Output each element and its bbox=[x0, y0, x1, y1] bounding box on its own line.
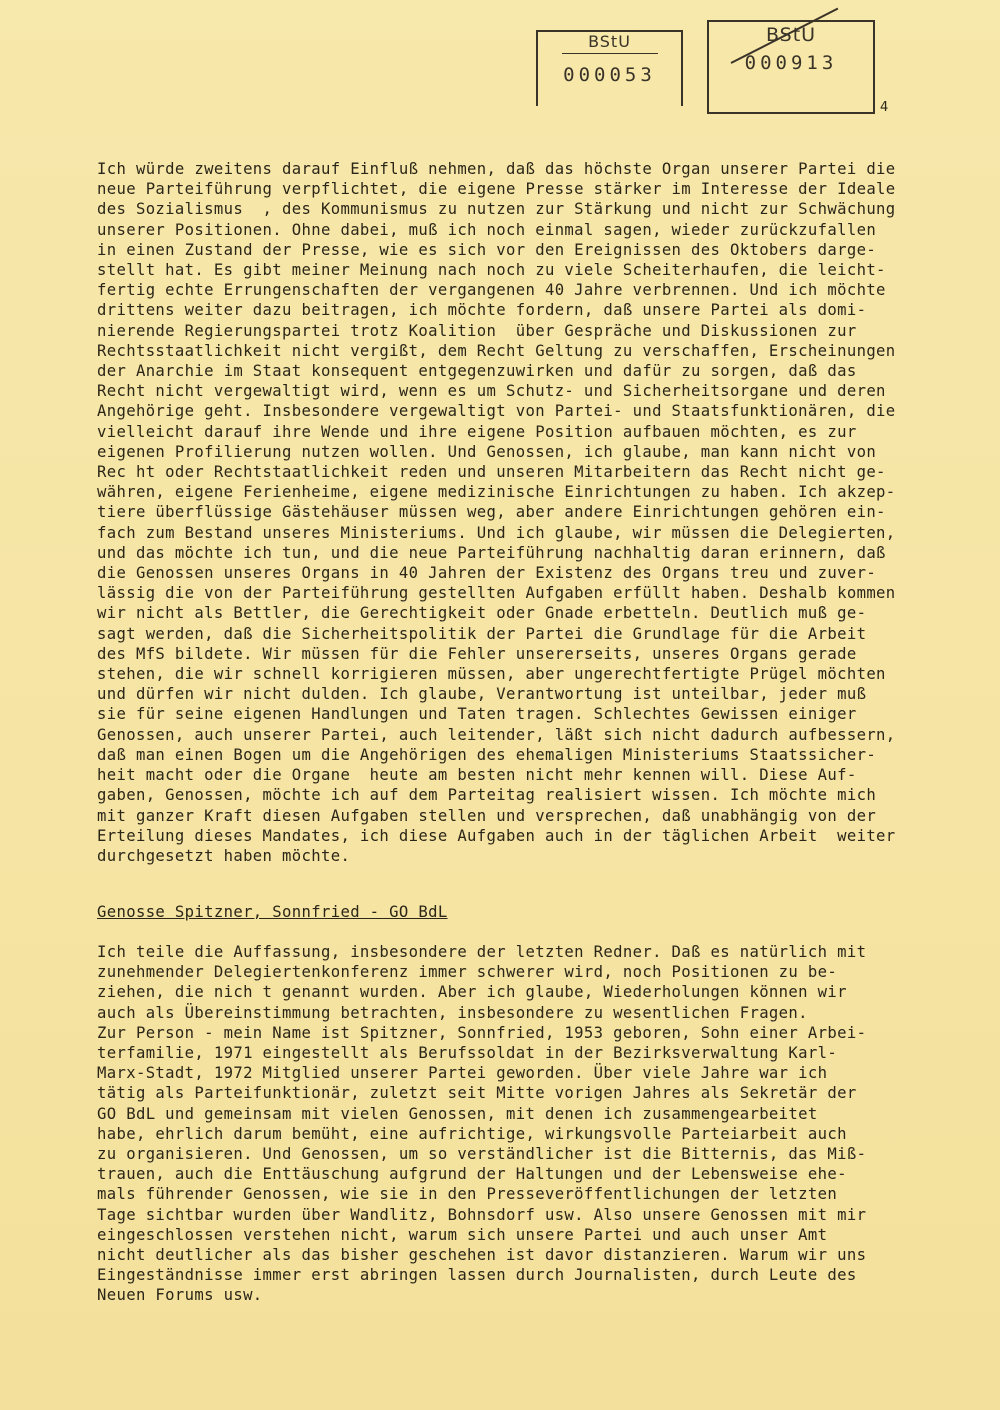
text-line: Tage sichtbar wurden über Wandlitz, Bohnsdorf usw. Also unsere Genossen mit mir bbox=[97, 1205, 867, 1224]
text-line: zu organisieren. Und Genossen, um so verständlicher ist die Bitternis, das Miß- bbox=[97, 1145, 867, 1164]
speaker-heading: Genosse Spitzner, Sonnfried - GO BdL bbox=[97, 903, 448, 921]
text-line: Eingeständnisse immer erst abringen lassen durch Journalisten, durch Leute des bbox=[97, 1266, 857, 1285]
text-line: währen, eigene Ferienheime, eigene medizinische Einrichtungen zu haben. Ich akzep- bbox=[97, 483, 896, 502]
stamp-org-label: BStU bbox=[765, 24, 817, 46]
text-line: fach zum Bestand unseres Ministeriums. Und ich glaube, wir müssen die Delegierten, bbox=[97, 523, 896, 542]
text-line: Rec ht oder Rechtstaatlichkeit reden und unseren Mitarbeitern das Recht nicht ge- bbox=[97, 463, 886, 482]
text-line: stellt hat. Es gibt meiner Meinung nach noch zu viele Scheiterhaufen, die leicht- bbox=[97, 261, 886, 280]
archive-stamp-left bbox=[536, 30, 683, 106]
text-line: fertig echte Errungenschaften der vergangenen 40 Jahre verbrennen. Und ich möchte bbox=[97, 281, 886, 300]
text-line: die Genossen unseres Organs in 40 Jahren der Existenz des Organs treu und zuver- bbox=[97, 564, 877, 583]
text-line: trauen, auch die Enttäuschung aufgrund der Haltungen und der Lebensweise ehe- bbox=[97, 1165, 847, 1184]
text-line: eingeschlossen verstehen nicht, warum sich unsere Partei und auch unser Amt bbox=[97, 1225, 828, 1244]
text-line: neue Parteiführung verpflichtet, die eigene Presse stärker im Interesse der Ideale bbox=[97, 180, 896, 199]
text-line: gaben, Genossen, möchte ich auf dem Parteitag realisiert wissen. Ich möchte mich bbox=[97, 786, 877, 805]
text-line: tätig als Parteifunktionär, zuletzt seit Mitte vorigen Jahres als Sekretär der bbox=[97, 1084, 857, 1103]
text-line: drittens weiter dazu beitragen, ich möchte fordern, daß unsere Partei als domi- bbox=[97, 301, 867, 320]
text-line: lässig die von der Parteiführung gestellten Aufgaben erfüllt haben. Deshalb kommen bbox=[97, 584, 896, 603]
text-line: daß man einen Bogen um die Angehörigen des ehemaligen Ministeriums Staatssicher- bbox=[97, 745, 877, 764]
text-line: stehen, die wir schnell korrigieren müssen, aber ungerechtfertigte Prügel möchten bbox=[97, 665, 886, 684]
text-line: Neuen Forums usw. bbox=[97, 1286, 263, 1305]
stamp-number: 000913 bbox=[744, 52, 838, 74]
text-line: ziehen, die nich t genannt wurden. Aber ich glaube, Wiederholungen können wir bbox=[97, 983, 847, 1002]
text-line: Ich teile die Auffassung, insbesondere der letzten Redner. Daß es natürlich mit bbox=[97, 943, 867, 961]
text-line: eigenen Profilierung nutzen wollen. Und Genossen, ich glaube, man kann nicht von bbox=[97, 442, 877, 461]
text-line: Rechtsstaatlichkeit nicht vergißt, dem Recht Geltung zu verschaffen, Erscheinungen bbox=[97, 341, 896, 360]
text-line: auch als Übereinstimmung betrachten, insbesondere zu wesentlichen Fragen. bbox=[97, 1003, 808, 1022]
text-line: der Anarchie im Staat konsequent entgegenzuwirken und dafür zu sorgen, daß das bbox=[97, 362, 857, 381]
archive-stamp-right bbox=[707, 20, 875, 114]
text-line: Ich würde zweitens darauf Einfluß nehmen, daß das höchste Organ unserer Partei die bbox=[97, 160, 896, 178]
stamp-org-label: BStU bbox=[562, 32, 658, 54]
text-line: des MfS bildete. Wir müssen für die Fehler unsererseits, unseres Organs gerade bbox=[97, 644, 857, 663]
text-line: heit macht oder die Organe heute am besten nicht mehr kennen will. Diese Auf- bbox=[97, 766, 857, 785]
text-line: durchgesetzt haben möchte. bbox=[97, 846, 351, 865]
text-line: nierende Regierungspartei trotz Koalition über Gespräche und Diskussionen zur bbox=[97, 321, 857, 340]
text-line: und das möchte ich tun, und die neue Parteiführung nachhaltig daran erinnern, daß bbox=[97, 543, 886, 562]
text-line: mals führender Genossen, wie sie in den Presseveröffentlichungen der letzten bbox=[97, 1185, 838, 1204]
text-line: mit ganzer Kraft diesen Aufgaben stellen und versprechen, daß unabhängig von der bbox=[97, 806, 877, 825]
text-line: Angehörige geht. Insbesondere vergewaltigt von Partei- und Staatsfunktionären, die bbox=[97, 402, 896, 421]
text-line: unserer Positionen. Ohne dabei, muß ich noch einmal sagen, wieder zurückzufallen bbox=[97, 220, 877, 239]
text-line: in einen Zustand der Presse, wie es sich vor den Ereignissen des Oktobers darge- bbox=[97, 240, 877, 259]
text-line: nicht deutlicher als das bisher geschehen ist davor distanzieren. Warum wir uns bbox=[97, 1246, 867, 1265]
text-line: Marx-Stadt, 1972 Mitglied unserer Partei geworden. Über viele Jahre war ich bbox=[97, 1064, 828, 1083]
text-line: zunehmender Delegiertenkonferenz immer schwerer wird, noch Positionen zu be- bbox=[97, 963, 838, 982]
text-line: Zur Person - mein Name ist Spitzner, Sonnfried, 1953 geboren, Sohn einer Arbei- bbox=[97, 1023, 867, 1042]
text-line: und dürfen wir nicht dulden. Ich glaube, Verantwortung ist unteilbar, jeder muß bbox=[97, 685, 867, 704]
text-line: des Sozialismus , des Kommunismus zu nutzen zur Stärkung und nicht zur Schwächung bbox=[97, 200, 896, 219]
text-line: Erteilung dieses Mandates, ich diese Aufgaben auch in der täglichen Arbeit weiter bbox=[97, 826, 896, 845]
text-line: sie für seine eigenen Handlungen und Taten tragen. Schlechtes Gewissen einiger bbox=[97, 705, 857, 724]
text-line: GO BdL und gemeinsam mit vielen Genossen, mit denen ich zusammengearbeitet bbox=[97, 1104, 818, 1123]
paragraph-spitzner-speech bbox=[97, 942, 907, 1306]
text-line: habe, ehrlich darum bemüht, eine aufrichtige, wirkungsvolle Parteiarbeit auch bbox=[97, 1124, 847, 1143]
text-line: Recht nicht vergewaltigt wird, wenn es um Schutz- und Sicherheitsorgane und deren bbox=[97, 382, 886, 401]
text-line: terfamilie, 1971 eingestellt als Berufssoldat in der Bezirksverwaltung Karl- bbox=[97, 1044, 838, 1063]
stamp-number: 000053 bbox=[563, 64, 656, 86]
text-line: Genossen, auch unserer Partei, auch leitender, läßt sich nicht dadurch aufbessern, bbox=[97, 725, 896, 744]
text-line: vielleicht darauf ihre Wende und ihre eigene Position aufbauen möchten, es zur bbox=[97, 422, 857, 441]
text-line: wir nicht als Bettler, die Gerechtigkeit oder Gnade erbetteln. Deutlich muß ge- bbox=[97, 604, 867, 623]
text-line: tiere überflüssige Gästehäuser müssen weg, aber andere Einrichtungen gehören ein- bbox=[97, 503, 886, 522]
text-line: sagt werden, daß die Sicherheitspolitik der Partei die Grundlage für die Arbeit bbox=[97, 624, 867, 643]
page-number: 4 bbox=[880, 100, 889, 115]
paragraph-speech-continuation bbox=[97, 159, 907, 866]
